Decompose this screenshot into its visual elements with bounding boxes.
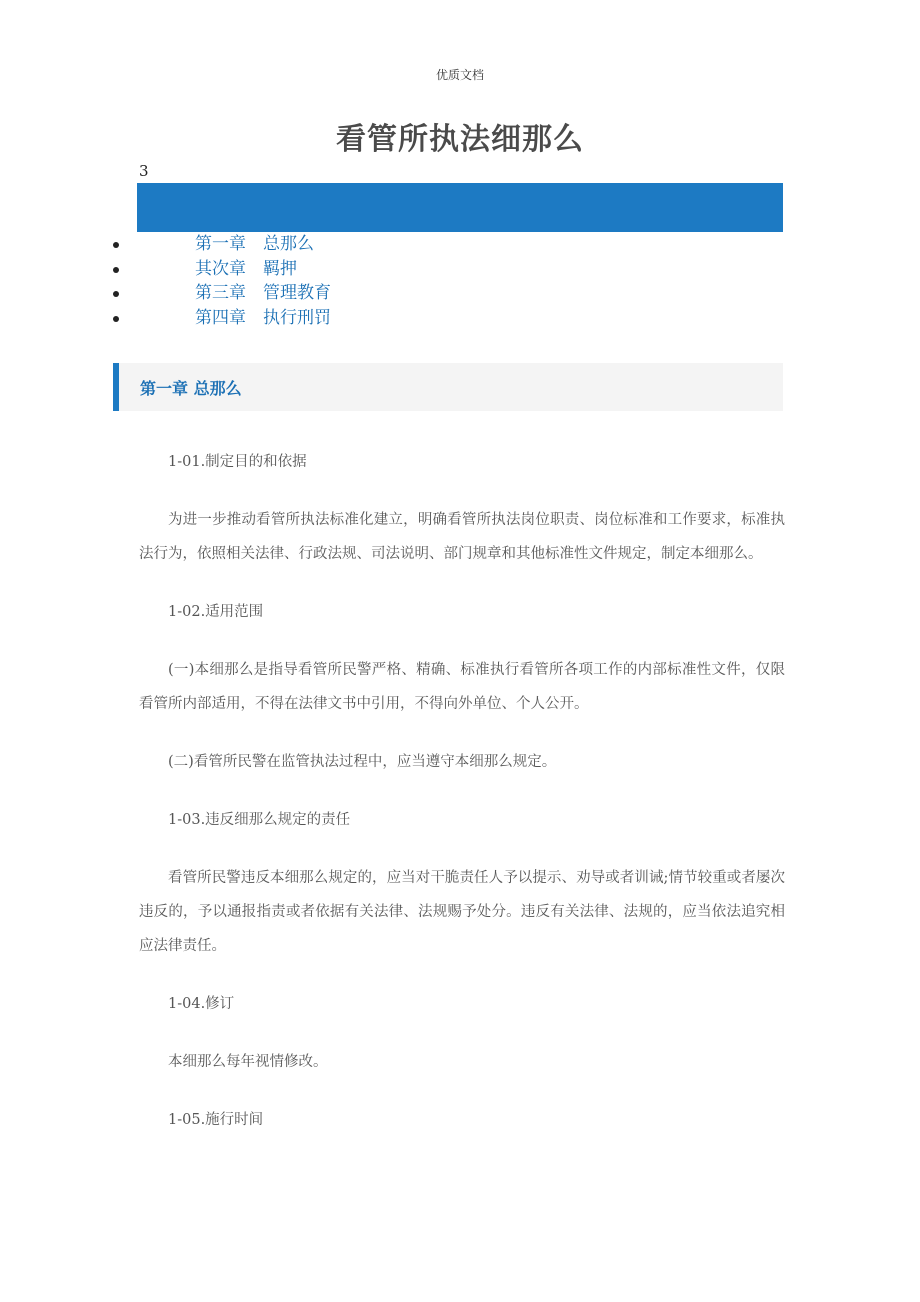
toc-link-chapter-4[interactable]: 第四章 执行刑罚	[195, 307, 331, 328]
clause-heading-1-01: 1-01.制定目的和依据	[168, 454, 307, 470]
page-header: 优质文档	[435, 68, 484, 82]
section-heading: 第一章 总那么	[140, 379, 242, 398]
toc-link-chapter-1[interactable]: 第一章 总那么	[195, 234, 314, 254]
clause-heading-1-05: 1-05.施行时间	[168, 1112, 264, 1128]
toc-item-chapter-1	[0, 232, 920, 257]
document-title: 看管所执法细那么	[336, 122, 584, 157]
clause-heading-1-03: 1-03.违反细那么规定的责任	[168, 812, 351, 828]
toc-item-chapter-2	[0, 257, 920, 282]
paragraph: 本细那么每年视情修改。	[168, 1054, 328, 1070]
bullet-icon	[113, 242, 119, 248]
clause-heading-1-04: 1-04.修订	[168, 996, 235, 1012]
toc-item-chapter-4	[0, 306, 920, 331]
clause-heading-1-02: 1-02.适用范围	[168, 604, 264, 620]
paragraph: (一)本细那么是指导看管所民警严格、精确、标准执行看管所各项工作的内部标准性文件，仅限看管所内部适用，不得在法律文书中引用，不得向外单位、个人公开。	[139, 662, 785, 712]
page-number: 3	[139, 162, 149, 180]
bullet-icon	[113, 316, 119, 322]
bullet-icon	[113, 267, 119, 273]
paragraph: (二)看管所民警在监管执法过程中，应当遵守本细那么规定。	[168, 754, 557, 770]
paragraph: 为进一步推动看管所执法标准化建立，明确看管所执法岗位职责、岗位标准和工作要求，标准执法行为，依照相关法律、行政法规、司法说明、部门规章和其他标准性文件规定，制定本细那么。	[139, 512, 785, 562]
title-banner	[137, 183, 783, 232]
table-of-contents	[0, 232, 920, 330]
toc-link-chapter-3[interactable]: 第三章 管理教育	[195, 283, 331, 303]
document-body	[139, 445, 785, 1161]
bullet-icon	[113, 291, 119, 297]
section-heading-box	[113, 363, 783, 411]
toc-item-chapter-3	[0, 281, 920, 306]
toc-link-chapter-2[interactable]: 其次章 羁押	[195, 258, 297, 279]
paragraph: 看管所民警违反本细那么规定的，应当对干脆责任人予以提示、劝导或者训诫;情节较重或者屡次违反的，予以通报指责或者依据有关法律、法规赐予处分。违反有关法律、法规的，应当依法追究相应法律责任。	[139, 870, 785, 954]
